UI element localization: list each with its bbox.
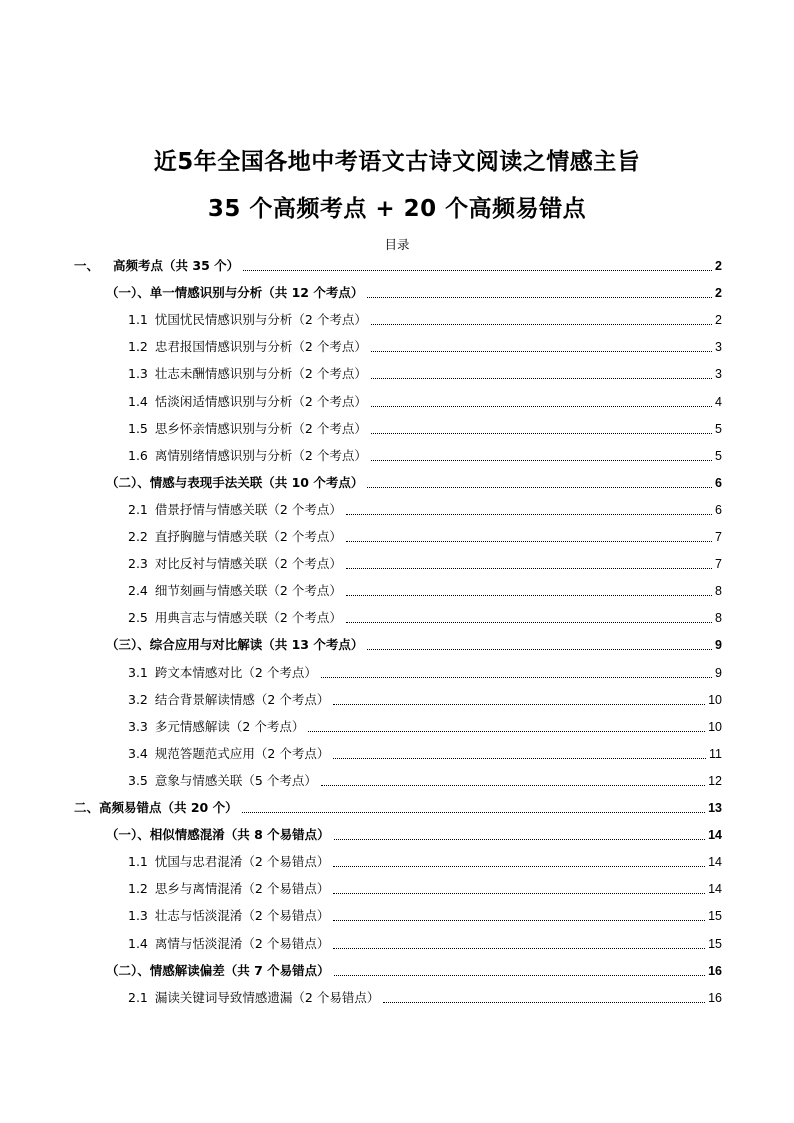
toc-entry[interactable]: [128, 986, 722, 1006]
toc-entry[interactable]: [128, 552, 722, 572]
toc-entry-page: 10: [708, 719, 722, 734]
toc-entry-number: 2.2: [128, 529, 148, 544]
toc-entry-label: [128, 394, 367, 410]
toc-entry-text: 恬淡闲适情感识别与分析（2 个考点）: [154, 393, 367, 409]
dot-leader: [308, 731, 705, 732]
toc-entry-text: （一）、相似情感混淆（共 8 个易错点）: [106, 827, 330, 843]
toc-entry-label: [128, 990, 379, 1006]
toc-entry-text: 多元情感解读（2 个考点）: [154, 718, 305, 734]
toc-entry-text: 思乡怀亲情感识别与分析（2 个考点）: [154, 420, 367, 436]
toc-entry[interactable]: [128, 390, 722, 410]
toc-entry-page: 4: [715, 394, 722, 409]
toc-entry-page: 9: [715, 638, 722, 653]
toc-entry-number: 2.1: [128, 501, 148, 517]
toc-entry[interactable]: [106, 823, 722, 843]
toc-entry-number: 2.5: [128, 610, 148, 626]
toc-entry-page: 11: [709, 746, 722, 761]
toc-entry-number: 3.5: [128, 772, 148, 788]
dot-leader: [346, 541, 712, 542]
toc-entry-page: 5: [715, 448, 722, 463]
toc-entry-page: 14: [708, 882, 722, 897]
toc-entry-text: 直抒胸臆与情感关联（2 个考点）: [154, 529, 342, 544]
toc-entry-page: 16: [708, 990, 722, 1005]
toc-entry-text: 二、高频易错点（共 20 个）: [74, 800, 238, 815]
toc-entry-label: [74, 258, 239, 274]
toc-heading: 目录: [384, 237, 410, 252]
toc-entry[interactable]: [74, 254, 722, 274]
toc-entry-number: 1.5: [128, 420, 148, 436]
toc-entry-text: 思乡与离情混淆（2 个易错点）: [154, 881, 330, 897]
toc-entry-label: [128, 746, 329, 762]
toc-entry[interactable]: [106, 281, 722, 301]
toc-entry[interactable]: [128, 579, 722, 599]
toc-entry-label: [106, 285, 363, 301]
toc-entry-label: [128, 719, 304, 735]
toc-entry-page: 15: [708, 909, 722, 924]
toc-entry-number: 1.1: [128, 854, 148, 870]
toc-entry[interactable]: [128, 904, 722, 924]
toc-entry-label: [106, 637, 363, 653]
toc-entry-page: 7: [715, 530, 722, 544]
toc-entry-label: [128, 881, 329, 897]
toc-entry[interactable]: [128, 498, 722, 518]
toc-entry[interactable]: [128, 661, 722, 681]
toc-entry-page: 8: [715, 584, 722, 599]
dot-leader: [333, 893, 705, 894]
toc-entry-page: 3: [715, 340, 722, 355]
toc-entry[interactable]: [128, 606, 722, 626]
toc-entry-page: 8: [715, 611, 722, 626]
toc-entry[interactable]: [128, 715, 722, 735]
dot-leader: [367, 297, 712, 298]
toc-entry-label: [106, 963, 330, 979]
dot-leader: [321, 677, 712, 678]
toc-entry-label: [106, 475, 363, 491]
toc-entry-text: 忧国与忠君混淆（2 个易错点）: [154, 854, 330, 870]
toc-entry-number: 3.3: [128, 718, 148, 734]
toc-entry-text: 结合背景解读情感（2 个考点）: [154, 691, 330, 707]
toc-entry-page: 2: [715, 286, 722, 301]
toc-entry-text: 离情与恬淡混淆（2 个易错点）: [154, 935, 330, 951]
toc-entry[interactable]: [128, 525, 722, 545]
toc-entry-label: [128, 908, 329, 924]
toc-entry-text: （二）、情感与表现手法关联（共 10 个考点）: [106, 474, 364, 490]
toc-entry-number: 2.4: [128, 583, 148, 599]
toc-entry-page: 15: [708, 936, 722, 951]
toc-entry-number: 1.2: [128, 339, 148, 355]
toc-entry-text: 对比反衬与情感关联（2 个考点）: [154, 556, 342, 572]
toc-entry-label: [74, 800, 238, 816]
toc-entry-number: 1.3: [128, 908, 148, 924]
toc-entry-page: 14: [708, 828, 722, 843]
toc-entry-number: 1.3: [128, 366, 148, 382]
toc-entry-label: [128, 366, 367, 382]
toc-entry-text: 壮志未酬情感识别与分析（2 个考点）: [154, 366, 367, 382]
toc-entry-text: 忧国忧民情感识别与分析（2 个考点）: [154, 312, 367, 328]
dot-leader: [333, 920, 705, 921]
toc-entry[interactable]: [74, 796, 722, 816]
toc-entry-text: 细节刻画与情感关联（2 个考点）: [154, 583, 342, 599]
toc-entry-text: 壮志与恬淡混淆（2 个易错点）: [154, 908, 330, 924]
toc-entry[interactable]: [128, 932, 722, 952]
toc-entry-page: 14: [708, 855, 722, 870]
dot-leader: [367, 487, 712, 488]
toc-entry[interactable]: [106, 959, 722, 979]
toc-entry-text: （二）、情感解读偏差（共 7 个易错点）: [106, 962, 330, 978]
toc-entry-page: 16: [708, 963, 722, 978]
toc-entry-text: 漏读关键词导致情感遗漏（2 个易错点）: [154, 989, 380, 1005]
toc-entry-page: 7: [715, 557, 722, 572]
dot-leader: [243, 270, 712, 271]
dot-leader: [371, 378, 712, 379]
dot-leader: [333, 866, 705, 867]
dot-leader: [371, 324, 712, 325]
document-title: 近5年全国各地中考语文古诗文阅读之情感主旨: [153, 149, 641, 175]
dot-leader: [346, 568, 712, 569]
toc-entry-label: [128, 339, 367, 355]
dot-leader: [333, 758, 706, 759]
toc-entry-page: 2: [715, 259, 722, 273]
toc-entry[interactable]: [128, 417, 722, 437]
toc-entry-text: 意象与情感关联（5 个考点）: [154, 772, 317, 788]
toc-entry-text: 高频考点（共 35 个）: [113, 258, 240, 273]
dot-leader: [334, 839, 705, 840]
toc-entry-label: [128, 502, 342, 518]
toc-entry-label: [128, 692, 329, 708]
toc-entry-label: [106, 827, 330, 843]
toc-entry-label: [128, 448, 367, 464]
toc-entry[interactable]: [106, 633, 722, 653]
toc-entry-number: 1.4: [128, 393, 148, 409]
toc-entry-label: [128, 421, 367, 437]
dot-leader: [334, 975, 705, 976]
toc-entry[interactable]: [128, 688, 722, 708]
toc-entry-label: [128, 854, 329, 870]
toc-entry-page: 3: [715, 367, 722, 382]
toc-entry[interactable]: [128, 362, 722, 382]
toc-entry[interactable]: [128, 850, 722, 870]
toc-entry-number: 2.3: [128, 556, 148, 572]
toc-entry-number: 一、: [74, 258, 100, 273]
toc-entry-page: 10: [708, 692, 722, 707]
toc-entry-label: [128, 556, 342, 572]
toc-entry-text: 借景抒情与情感关联（2 个考点）: [154, 501, 342, 517]
toc-entry-number: 2.1: [128, 989, 148, 1005]
toc-entry-label: [128, 610, 342, 626]
toc-entry[interactable]: [128, 308, 722, 328]
toc-entry[interactable]: [128, 444, 722, 464]
dot-leader: [383, 1002, 705, 1003]
toc-entry-page: 6: [715, 502, 722, 517]
toc-entry-page: 6: [715, 475, 722, 490]
toc-entry-label: [128, 312, 367, 328]
toc-entry[interactable]: [106, 471, 722, 491]
toc-entry-number: 1.4: [128, 935, 148, 951]
toc-entry-page: 5: [715, 421, 722, 436]
toc-entry-number: 3.4: [128, 745, 148, 761]
document-subtitle: 35 个高频考点 + 20 个高频易错点: [207, 196, 587, 222]
toc-entry-text: 用典言志与情感关联（2 个考点）: [154, 610, 342, 626]
dot-leader: [333, 948, 705, 949]
toc-entry-label: [128, 936, 329, 952]
toc-entry[interactable]: [128, 335, 722, 355]
toc-entry-label: [128, 583, 342, 599]
dot-leader: [371, 351, 712, 352]
toc-entry-label: [128, 773, 317, 789]
dot-leader: [371, 433, 712, 434]
toc-entry-page: 13: [708, 801, 722, 815]
toc-entry[interactable]: [128, 769, 722, 789]
dot-leader: [346, 595, 712, 596]
toc-entry-label: [128, 529, 342, 545]
toc-entry[interactable]: [128, 877, 722, 897]
toc-entry-text: （三）、综合应用与对比解读（共 13 个考点）: [106, 637, 364, 653]
dot-leader: [321, 785, 705, 786]
toc-entry[interactable]: [128, 742, 722, 762]
toc-entry-page: 9: [715, 665, 722, 680]
toc-entry-text: （一）、单一情感识别与分析（共 12 个考点）: [106, 285, 364, 301]
toc-entry-page: 12: [708, 773, 722, 788]
dot-leader: [346, 622, 712, 623]
toc-entry-text: 离情别绪情感识别与分析（2 个考点）: [154, 447, 367, 463]
toc-entry-text: 跨文本情感对比（2 个考点）: [154, 664, 317, 680]
toc-entry-number: 1.6: [128, 447, 148, 463]
toc-entry-text: 规范答题范式应用（2 个考点）: [154, 745, 330, 761]
dot-leader: [346, 514, 712, 515]
toc-entry-page: 2: [715, 313, 722, 328]
dot-leader: [333, 704, 705, 705]
toc-entry-text: 忠君报国情感识别与分析（2 个考点）: [154, 339, 367, 355]
dot-leader: [242, 812, 705, 813]
toc-entry-number: 1.1: [128, 312, 148, 328]
toc-entry-number: 3.2: [128, 691, 148, 707]
toc-entry-number: 3.1: [128, 664, 148, 680]
dot-leader: [367, 649, 712, 650]
dot-leader: [371, 406, 712, 407]
toc-entry-label: [128, 665, 317, 681]
dot-leader: [371, 460, 712, 461]
toc-entry-number: 1.2: [128, 881, 148, 897]
